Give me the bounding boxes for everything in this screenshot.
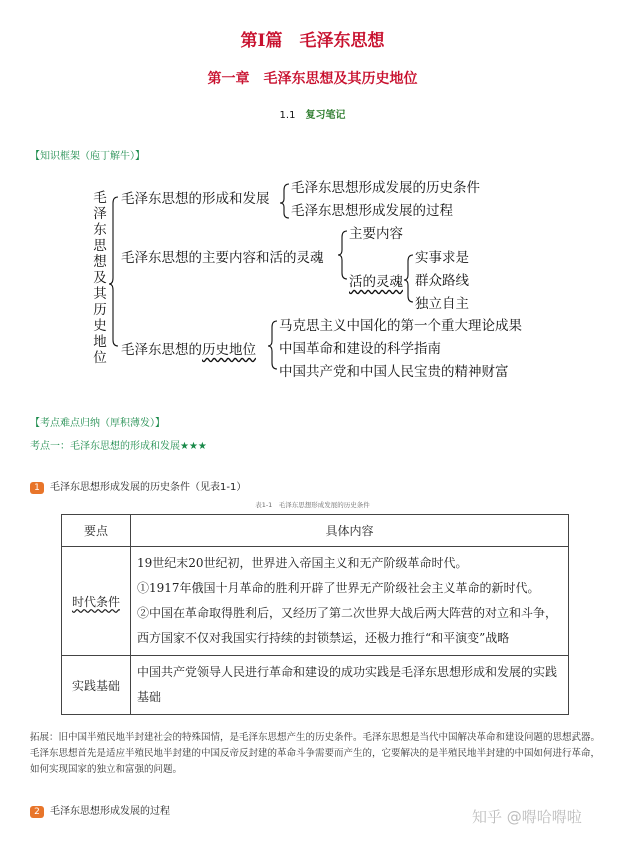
branch-status-prefix: 毛泽东思想的 [121, 342, 202, 358]
framework-label: 【知识框架（庖丁解牛）】 [30, 151, 145, 162]
item-number-badge: 1 [30, 482, 44, 494]
tree-root-char: 其 [93, 286, 107, 302]
item-one-title: 毛泽东思想形成发展的历史条件（见表1-1） [50, 482, 247, 493]
branch-formation-child: 毛泽东思想形成发展的历史条件 [291, 180, 480, 196]
table-header-cell: 要点 [62, 515, 131, 547]
table-key-cell: 实践基础 [62, 656, 131, 715]
watermark: 知乎 @嘚哈嘚啦 [472, 808, 582, 826]
tree-root-char: 想 [93, 254, 107, 270]
extension-paragraph: 拓展：旧中国半殖民地半封建社会的特殊国情，是毛泽东思想产生的历史条件。毛泽东思想是当代中国解决革命和建设问题的思想武器。毛泽东思想首先是适应半殖民地半封建的中国反帝反封建的革命斗争需要而产生的，它要解决的是半殖民地半封建的中国如何进行革命，如何实现国家的独立和富强的问题。 [30, 732, 601, 775]
tree-root-char: 毛 [93, 190, 107, 206]
branch-content-child: 活的灵魂 [349, 274, 403, 290]
key-points-label: 【考点难点归纳（厚积薄发）】 [30, 418, 165, 429]
tree-root-char: 地 [93, 334, 107, 350]
tree-root-char: 思 [93, 238, 107, 254]
branch-soul-item: 群众路线 [415, 273, 469, 289]
chapter-title: 第一章 毛泽东思想及其历史地位 [207, 71, 418, 87]
branch-soul-item: 实事求是 [415, 250, 469, 266]
history-conditions-table [61, 514, 569, 715]
branch-status [121, 338, 256, 358]
table-content-cell [131, 547, 569, 656]
branch-content: 毛泽东思想的主要内容和活的灵魂 [121, 250, 324, 266]
branch-soul-item: 独立自主 [415, 296, 469, 312]
table-content-line: 19世纪末20世纪初，世界进入帝国主义和无产阶级革命时代。 [137, 556, 468, 570]
section-number: 1.1 [279, 110, 296, 121]
branch-formation: 毛泽东思想的形成和发展 [121, 191, 270, 207]
item-one-heading [30, 478, 246, 494]
table-header-cell: 具体内容 [131, 515, 569, 547]
tree-root-char: 历 [93, 302, 107, 318]
table-content-line: ②中国在革命取得胜利后，又经历了第二次世界大战后两大阵营的对立和斗争，西方国家不仅对我国实行持续的封锁禁运，还极力推行“和平演变”战略 [137, 606, 558, 645]
table-key-cell: 时代条件 [62, 547, 131, 656]
table-header-row [62, 515, 569, 547]
branch-status-child: 马克思主义中国化的第一个重大理论成果 [279, 318, 522, 334]
tree-root-char: 位 [93, 350, 107, 366]
branch-status-child: 中国革命和建设的科学指南 [279, 341, 441, 357]
section-label: 复习笔记 [305, 110, 346, 121]
item-two-title: 毛泽东思想形成发展的过程 [50, 806, 170, 817]
branch-status-underlined: 历史地位 [202, 342, 256, 358]
table-content-cell: 中国共产党领导人民进行革命和建设的成功实践是毛泽东思想形成和发展的实践基础 [131, 656, 569, 715]
branch-status-child: 中国共产党和中国人民宝贵的精神财富 [279, 364, 509, 380]
item-number-badge: 2 [30, 806, 44, 818]
table-caption: 表1-1 毛泽东思想形成发展的历史条件 [255, 501, 370, 509]
tree-root-char: 东 [93, 222, 107, 238]
table-row [62, 656, 569, 715]
part-title: 第Ⅰ篇 毛泽东思想 [240, 31, 385, 51]
topic-one: 考点一：毛泽东思想的形成和发展★★★ [30, 441, 207, 452]
item-two-heading [30, 802, 170, 818]
tree-root-char: 泽 [93, 206, 107, 222]
table-row [62, 547, 569, 656]
tree-root-char: 史 [93, 318, 107, 334]
table-content-line: ①1917年俄国十月革命的胜利开辟了世界无产阶级社会主义革命的新时代。 [137, 581, 540, 595]
tree-root-char: 及 [93, 270, 107, 286]
branch-formation-child: 毛泽东思想形成发展的过程 [291, 203, 453, 219]
branch-content-child: 主要内容 [349, 226, 403, 242]
